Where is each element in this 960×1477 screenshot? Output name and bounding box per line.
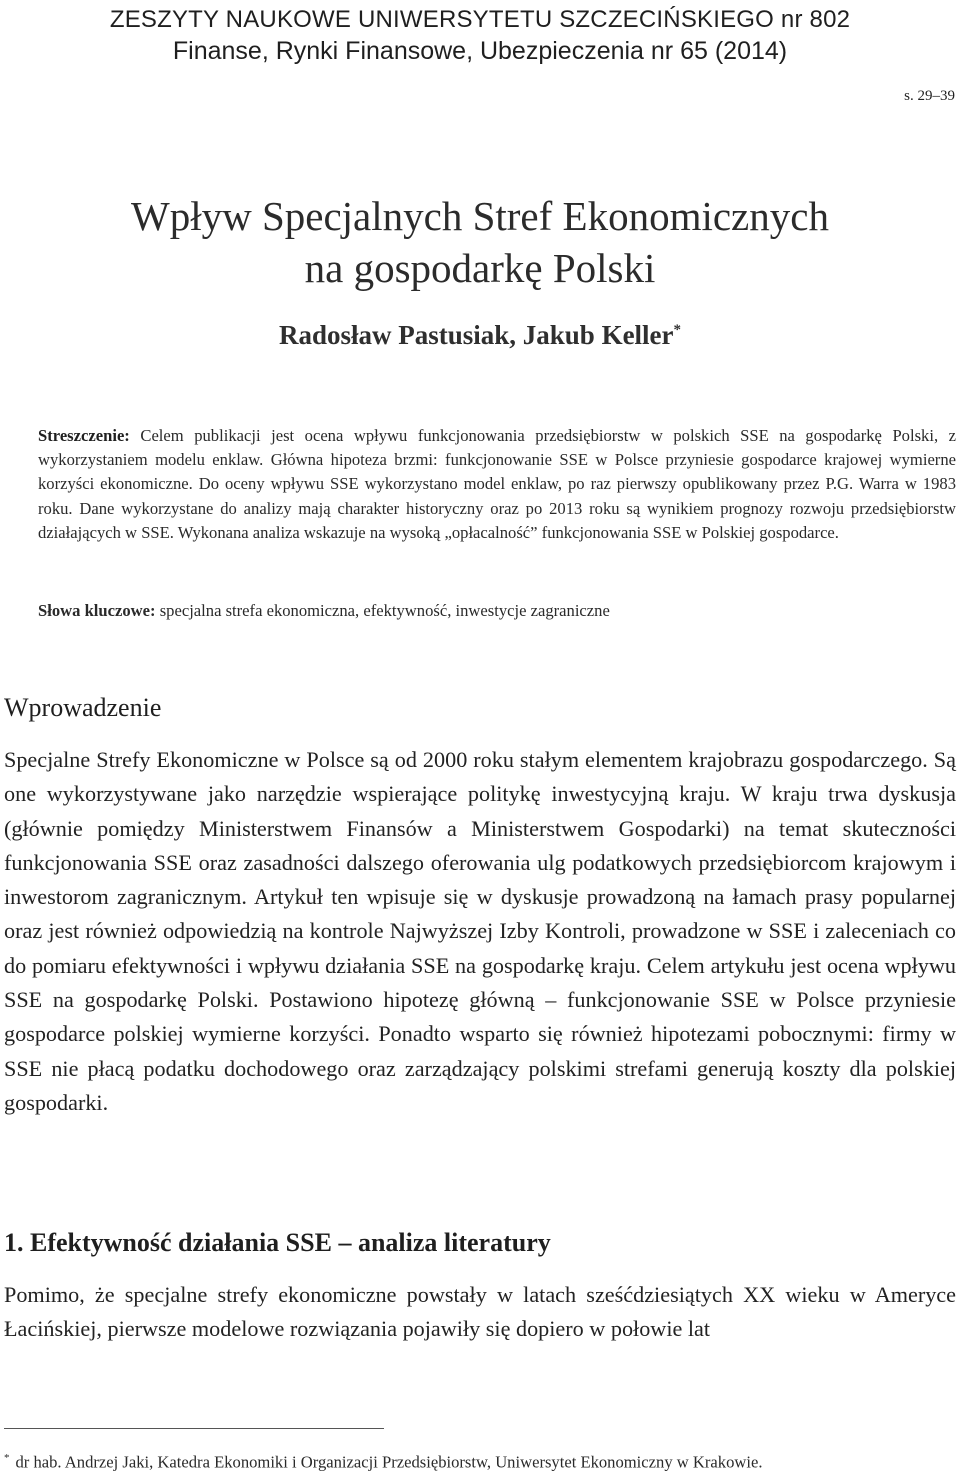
author-footnote-mark: * bbox=[673, 322, 682, 338]
article-authors bbox=[0, 320, 960, 351]
section1-heading: 1. Efektywność działania SSE – analiza literatury bbox=[4, 1228, 551, 1257]
section1-paragraph: Pomimo, że specjalne strefy ekonomiczne powstały w latach sześćdziesiątych XX wieku w Ameryce Łacińskiej, pierwsze modelowe rozwiązania pojawiły się dopiero w połowie lat bbox=[4, 1282, 956, 1342]
journal-header bbox=[0, 4, 960, 68]
author-names: Radosław Pastusiak, Jakub Keller bbox=[278, 320, 674, 350]
article-title-line2: na gospodarkę Polski bbox=[304, 245, 656, 291]
footnote bbox=[4, 1447, 960, 1474]
footnote-mark: * bbox=[4, 1452, 10, 1464]
footnote-text: dr hab. Andrzej Jaki, Katedra Ekonomiki i Organizacji Przedsiębiorstw, Uniwersytet Ekonomiczny w Krakowie. bbox=[15, 1452, 763, 1472]
keywords bbox=[38, 599, 956, 623]
intro-heading: Wprowadzenie bbox=[4, 693, 162, 722]
abstract-text: Celem publikacji jest ocena wpływu funkcjonowania przedsiębiorstw w polskich SSE na gospodarkę Polski, z wykorzystaniem modelu enklaw. Główna hipoteza brzmi: funkcjonowanie SSE w Polsce przyniesie gospodarce krajowej wymierne korzyści ekonomiczne. Do oceny wpływu SSE wykorzystano model enklaw, po raz pierwszy opublikowany przez P.G. Warra w 1983 roku. Dane wykorzystane do analizy mają charakter historyczny oraz po 2013 roku są wynikiem prognozy rozwoju przedsiębiorstw działających w SSE. Wykonana analiza wskazuje na wysoką „opłacalność” funkcjonowania SSE w Polskiej gospodarce. bbox=[38, 426, 956, 542]
footnote-divider bbox=[4, 1428, 384, 1429]
keywords-label: Słowa kluczowe: bbox=[38, 601, 156, 620]
journal-series: Finanse, Rynki Finansowe, Ubezpieczenia nr 65 (2014) bbox=[172, 37, 788, 65]
abstract bbox=[38, 424, 956, 545]
keywords-text: specjalna strefa ekonomiczna, efektywność, inwestycje zagraniczne bbox=[159, 601, 610, 620]
journal-title: ZESZYTY NAUKOWE UNIWERSYTETU SZCZECIŃSKIEGO nr 802 bbox=[109, 6, 851, 33]
article-title-line1: Wpływ Specjalnych Stref Ekonomicznych bbox=[131, 193, 829, 239]
intro-paragraph: Specjalne Strefy Ekonomiczne w Polsce są od 2000 roku stałym elementem krajobrazu gospodarczego. Są one wykorzystywane jako narzędzie wspierające politykę inwestycyjną kraju. W kraju trwa dyskusja (głównie pomiędzy Ministerstwem Finansów a Ministerstwem Gospodarki) na temat skuteczności funkcjonowania SSE oraz zasadności dalszego oferowania ulg podatkowych przedsiębiorcom krajowym i inwestorom zagranicznym. Artykuł ten wpisuje się w dyskusje prowadzoną na łamach prasy popularnej oraz jest również odpowiedzią na kontrole Najwyższej Izby Kontroli, prowadzone w SSE i zaleceniach co do pomiaru efektywności i wpływu działania SSE na gospodarkę kraju. Celem artykułu jest ocena wpływu SSE na gospodarkę Polski. Postawiono hipotezę główną – funkcjonowanie SSE w Polsce przyniesie gospodarce polskiej wymierne korzyści. Ponadto wsparto się również hipotezami pobocznymi: firmy w SSE nie płacą podatku dochodowego oraz zarządzający polskimi strefami generują koszty dla polskiej gospodarki. bbox=[4, 747, 956, 1115]
article-title bbox=[0, 190, 960, 294]
page-range: s. 29–39 bbox=[904, 88, 955, 104]
abstract-label: Streszczenie: bbox=[38, 426, 130, 445]
